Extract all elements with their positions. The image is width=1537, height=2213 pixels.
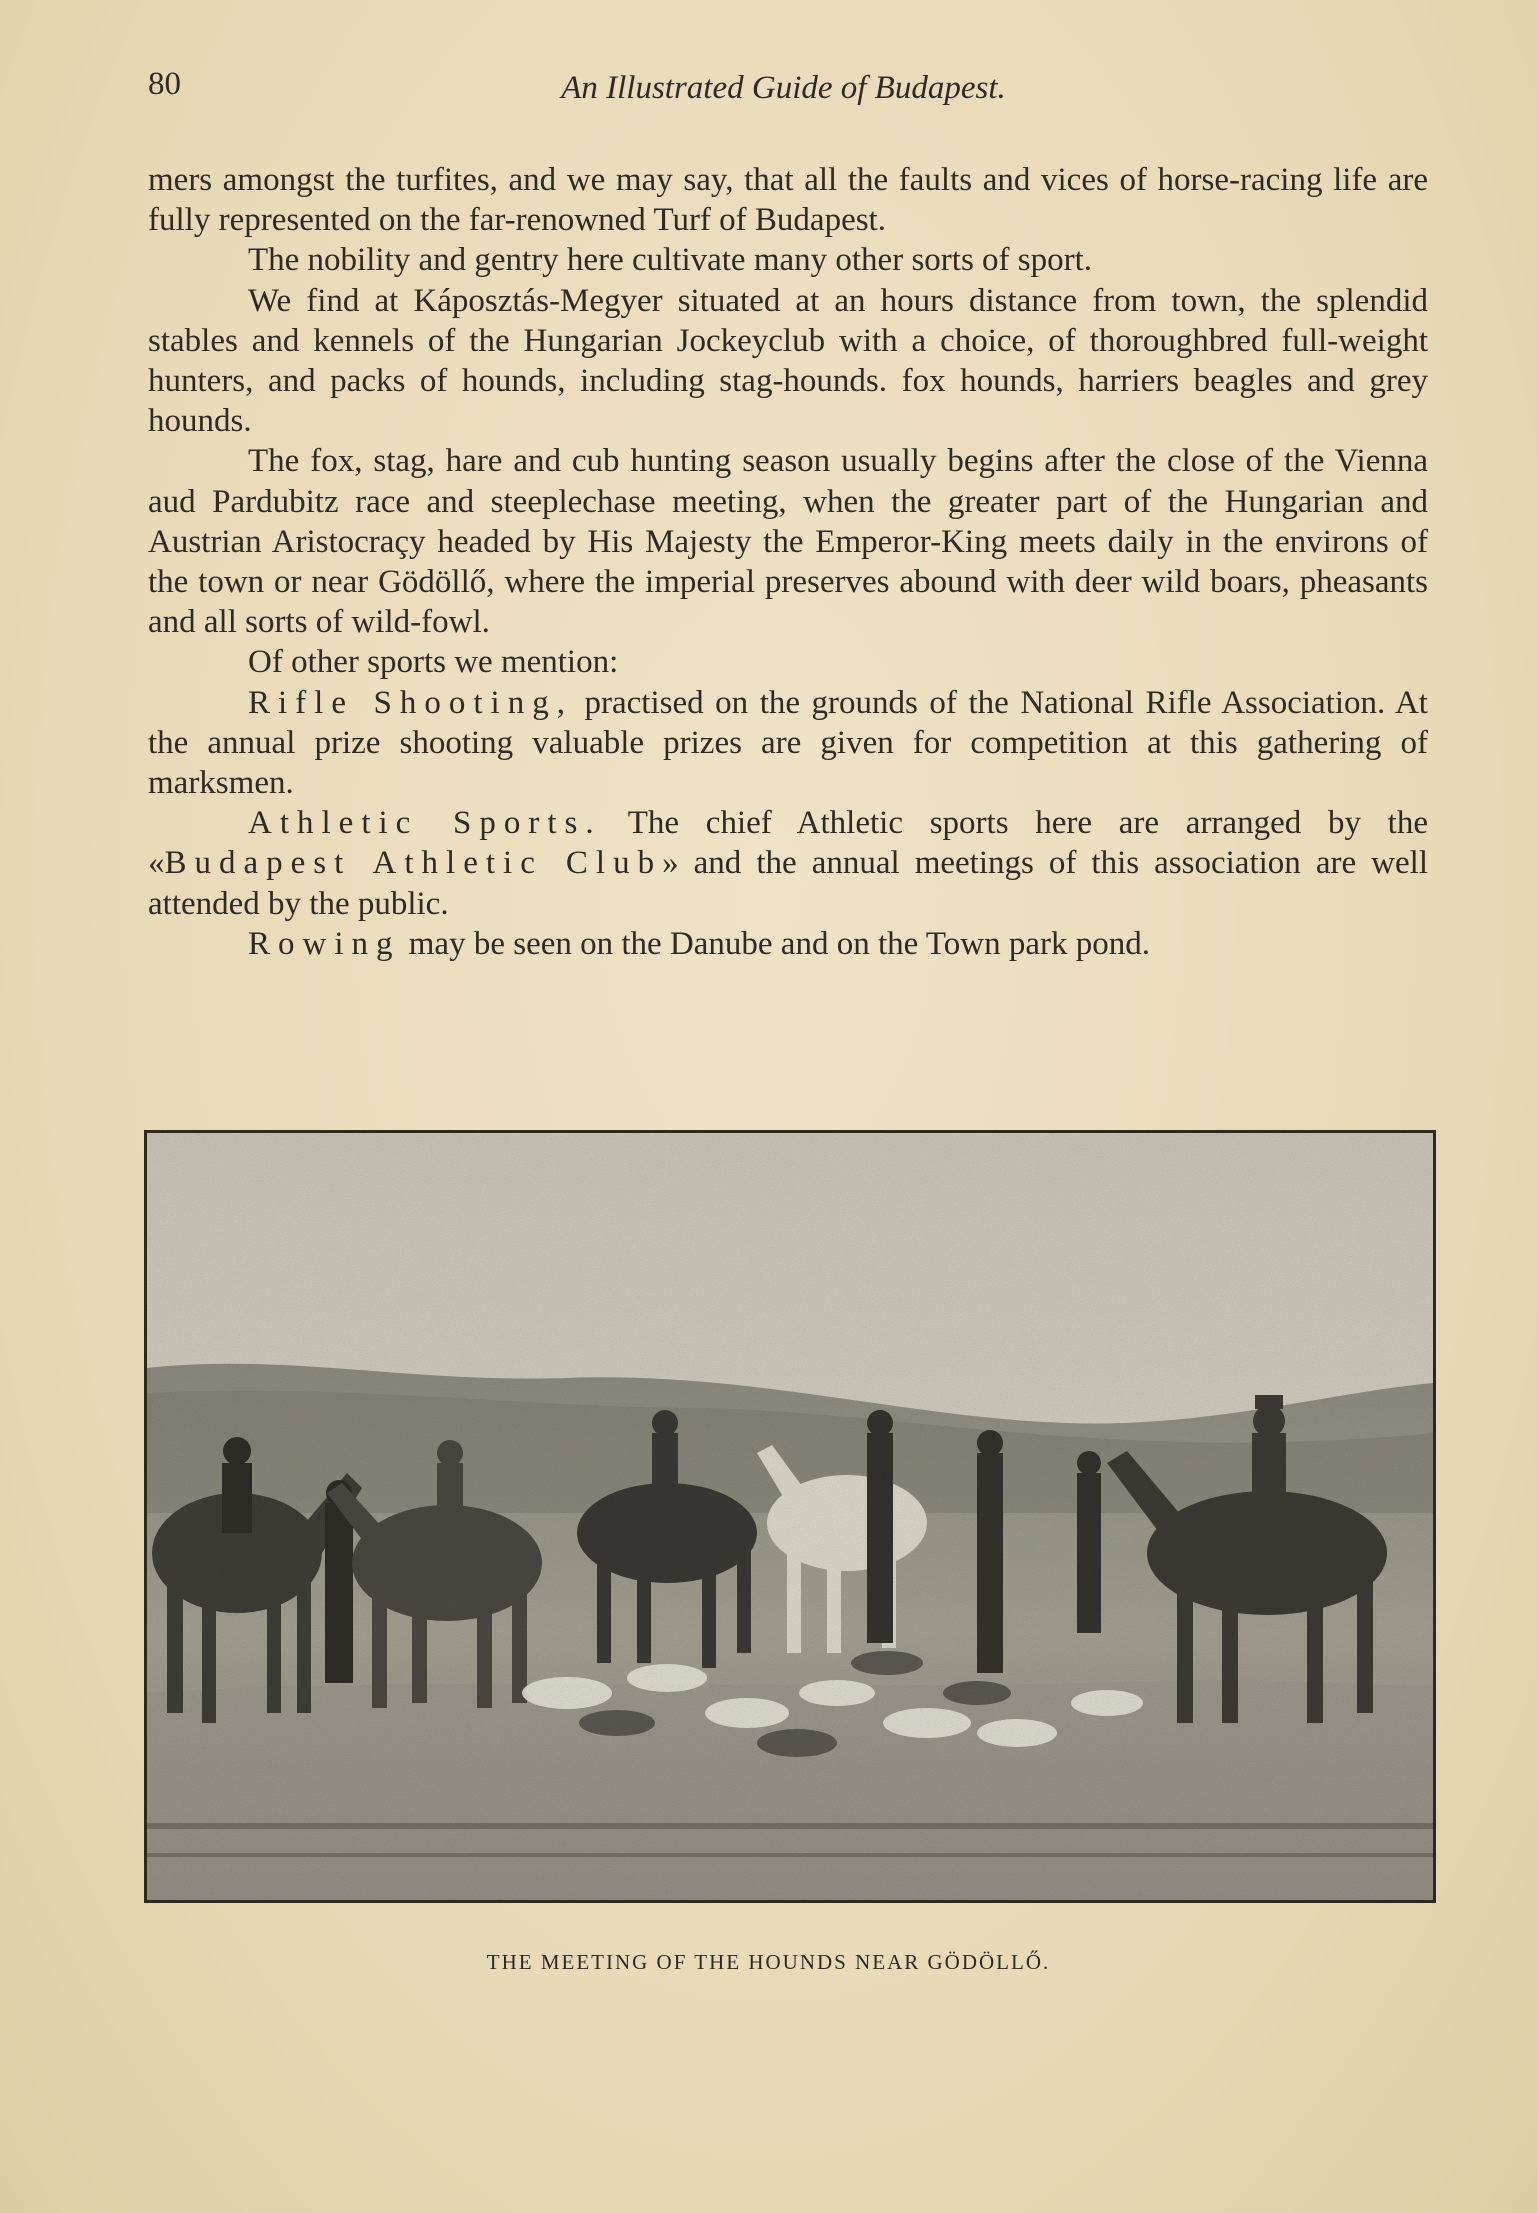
paragraph-other-sports: Of other sports we mention: — [248, 644, 619, 681]
term-rowing: Rowing — [248, 925, 401, 962]
term-rifle-shooting: Rifle Shooting, — [248, 684, 573, 721]
paragraph-rowing — [148, 924, 1428, 964]
rowing-text: may be seen on the Danube and on the Town park pond. — [400, 925, 1150, 962]
club-name: Budapest Athletic Club — [164, 845, 663, 882]
halftone-engraving — [147, 1133, 1433, 1900]
figure-caption: THE MEETING OF THE HOUNDS NEAR GÖDÖLLŐ. — [486, 1950, 1051, 1974]
running-title: An Illustrated Guide of Budapest. — [561, 70, 1006, 106]
hunt-meeting-illustration — [144, 1130, 1436, 1903]
page-number: 80 — [148, 66, 181, 102]
paragraph-rifle-shooting — [148, 683, 1428, 804]
athletic-sports-text: The chief Athletic sports here are arranged by the « — [148, 805, 1428, 882]
paragraph-athletic-sports — [148, 803, 1428, 924]
paragraph-nobility: The nobility and gentry here cultivate many other sorts of sport. — [248, 242, 1093, 279]
paragraph-kaposztas-megyer: We find at Káposztás-Megyer situated at an hours distance from town, the splendid stables and kennels of the Hungarian Jockeyclub with a choice, of thoroughbred full-weight hunters, and packs of hounds, including stag-hounds. fox hounds, harriers beagles and grey hounds. — [148, 282, 1428, 440]
athletic-sports-text-end: » and the annual meetings of this association are well attended by the public. — [148, 845, 1428, 922]
body-text — [148, 160, 1428, 964]
rifle-shooting-text: practised on the grounds of the National Rifle Association. At the annual prize shooting valuable prizes are given for competition at this gathering of marksmen. — [148, 684, 1428, 802]
term-athletic-sports: Athletic Sports. — [248, 805, 602, 842]
paragraph-continuation: mers amongst the turfites, and we may say, that all the faults and vices of horse-racing life are fully represented on the far-renowned Turf of Budapest. — [148, 162, 1428, 239]
paragraph-hunting-season: The fox, stag, hare and cub hunting season usually begins after the close of the Vienna aud Pardubitz race and steeplechase meeting, when the greater part of the Hungarian and Austrian Aristocraçy headed by His Majesty the Emperor-King meets daily in the environs of the town or near Gödöllő, where the imperial preserves abound with deer wild boars, pheasants and all sorts of wild-fowl. — [148, 443, 1428, 641]
